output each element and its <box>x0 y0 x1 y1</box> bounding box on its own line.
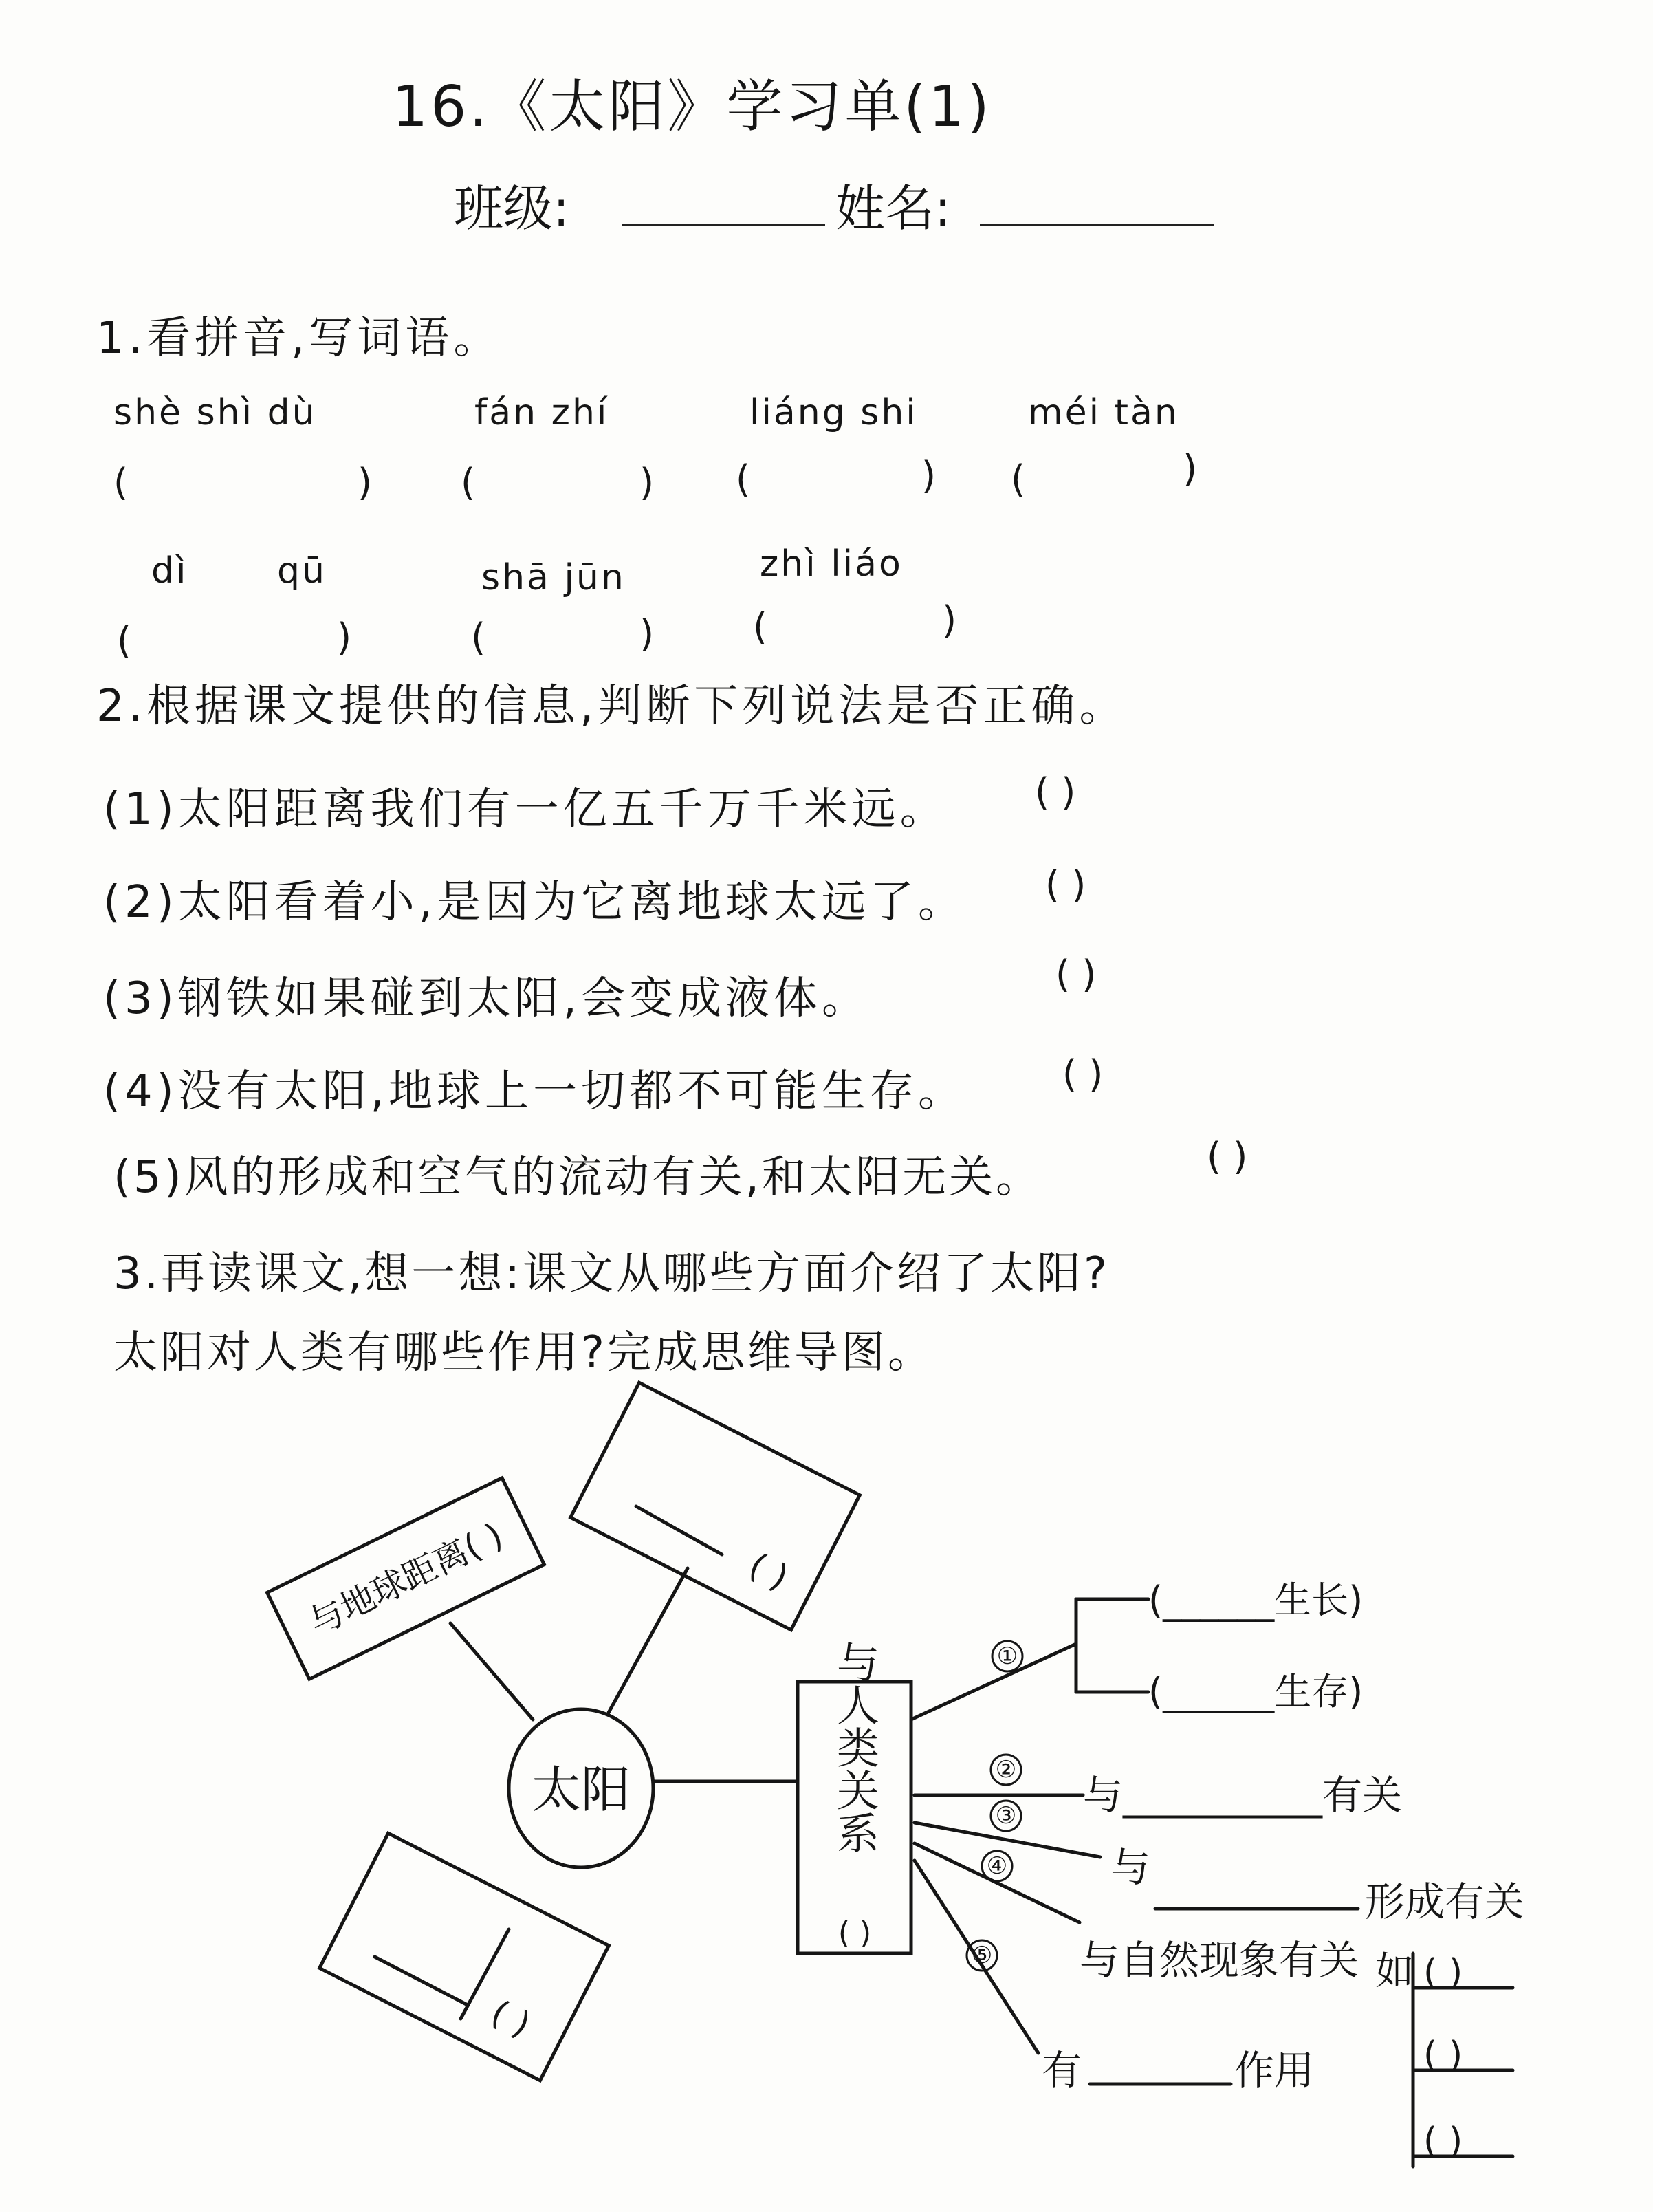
answer-paren-open: ( <box>113 461 129 504</box>
statement-5: (5)风的形成和空气的流动有关,和太阳无关。 <box>113 1152 1042 1203</box>
statement-2: (2)太阳看着小,是因为它离地球太远了。 <box>103 877 966 928</box>
branch-effect-prefix: 有 <box>1042 2047 1082 2094</box>
q2-prompt: 2.根据课文提供的信息,判断下列说法是否正确。 <box>96 681 1128 732</box>
answer-paren-open: ( <box>1011 457 1026 501</box>
blank-paren: ( ) <box>743 1545 795 1598</box>
statement-4: (4)没有太阳,地球上一切都不可能生存。 <box>103 1066 966 1117</box>
pinyin-item: shā jūn <box>481 557 626 598</box>
answer-paren-close: ) <box>639 612 655 655</box>
pinyin-item: liáng shi <box>749 392 918 433</box>
page-title: 16.《太阳》学习单(1) <box>392 74 992 140</box>
answer-paren-close: ) <box>1183 447 1198 490</box>
branch-related: 与__________有关 <box>1083 1772 1403 1819</box>
fill-line[interactable] <box>636 1506 722 1554</box>
marker-2: ② <box>995 1756 1017 1783</box>
pinyin-item: dì qū <box>151 550 327 592</box>
judge-box-5[interactable]: ( ) <box>1207 1135 1248 1178</box>
answer-paren-open: ( <box>736 457 751 501</box>
answer-paren-open: ( <box>117 619 132 662</box>
q3-prompt-line2: 太阳对人类有哪些作用?完成思维导图。 <box>113 1327 934 1378</box>
statement-3: (3)钢铁如果碰到太阳,会变成液体。 <box>103 973 870 1024</box>
branch-effect-suffix: 作用 <box>1234 2047 1315 2094</box>
pinyin-item: shè shì dù <box>113 392 317 433</box>
branch-formation-prefix: 与 <box>1110 1844 1151 1891</box>
judge-box-1[interactable]: ( ) <box>1035 770 1076 814</box>
branch-survival: (______生存) <box>1148 1670 1364 1713</box>
q3-prompt-line1: 3.再读课文,想一想:课文从哪些方面介绍了太阳? <box>113 1248 1110 1299</box>
fill-line[interactable] <box>375 1957 468 2005</box>
pinyin-item: fán zhí <box>474 392 609 433</box>
blank-box-top[interactable] <box>571 1382 860 1629</box>
example-paren-1[interactable]: ( ) <box>1423 1952 1463 1993</box>
class-label: 班级: <box>454 180 570 237</box>
marker-4: ④ <box>986 1852 1008 1880</box>
judge-box-3[interactable]: ( ) <box>1055 953 1097 996</box>
branch-growth: (______生长) <box>1148 1579 1364 1622</box>
judge-box-4[interactable]: ( ) <box>1062 1052 1104 1096</box>
name-label: 姓名: <box>835 180 952 237</box>
sun-label: 太阳 <box>531 1761 631 1819</box>
branch-line-1 <box>911 1644 1076 1720</box>
blank-paren: ( ) <box>485 1992 537 2046</box>
q1-prompt: 1.看拼音,写词语。 <box>96 313 502 364</box>
marker-5: ⑤ <box>971 1942 993 1969</box>
example-paren-2[interactable]: ( ) <box>1423 2035 1463 2076</box>
pinyin-item: zhì liáo <box>760 543 903 585</box>
connector-line <box>450 1623 533 1720</box>
example-paren-3[interactable]: ( ) <box>1423 2121 1463 2162</box>
answer-paren-open: ( <box>461 461 476 504</box>
statement-1: (1)太阳距离我们有一亿五千万千米远。 <box>103 784 948 835</box>
answer-paren-close: ) <box>358 461 373 504</box>
answer-paren-close: ) <box>921 454 937 497</box>
answer-paren-close: ) <box>942 598 957 642</box>
blank-box-bottom[interactable] <box>320 1833 609 2080</box>
marker-1: ① <box>996 1642 1018 1670</box>
judge-box-2[interactable]: ( ) <box>1045 863 1086 907</box>
branch-formation-suffix: 形成有关 <box>1365 1878 1525 1925</box>
branch-nature-ru: 如 <box>1375 1949 1414 1994</box>
answer-paren-open: ( <box>471 616 486 659</box>
distance-label: 与地球距离( ) <box>303 1515 510 1643</box>
answer-paren-close: ) <box>337 616 352 659</box>
pinyin-item: méi tàn <box>1028 392 1179 433</box>
relation-label: 与人类关系 <box>829 1640 880 1854</box>
answer-paren-close: ) <box>639 461 655 504</box>
marker-3: ③ <box>995 1802 1017 1830</box>
connector-line <box>609 1568 688 1713</box>
answer-paren-open: ( <box>753 605 768 649</box>
relation-paren: ( ) <box>838 1916 872 1951</box>
branch-nature: 与自然现象有关 <box>1080 1937 1359 1984</box>
